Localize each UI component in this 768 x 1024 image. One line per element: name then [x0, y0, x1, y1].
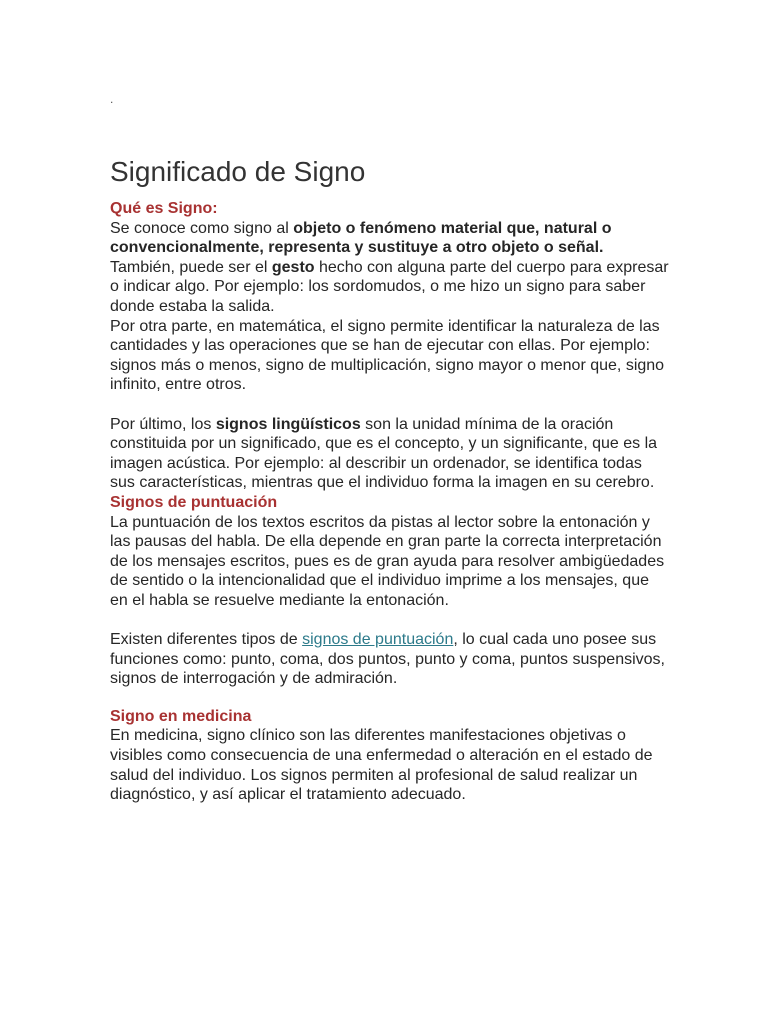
paragraph-linguisticos	[110, 415, 670, 493]
text-fragment: hecho con alguna parte del cuerpo para expresar o indicar algo. Por ejemplo: los sordomudos, o me hizo un signo para saber donde estaba la salida.	[110, 258, 669, 315]
page-marker: .	[110, 92, 114, 106]
heading-signo-en-medicina: Signo en medicina	[110, 707, 252, 725]
text-fragment: Se conoce como signo al	[110, 219, 294, 237]
heading-que-es-signo: Qué es Signo:	[110, 200, 218, 217]
text-fragment: son la unidad mínima de la oración constituida por un significado, que es el concepto, y un significante, que es la imagen acústica. Por ejemplo: al describir un ordenador, se identifica todas sus características, mientras que el individuo forma la imagen en su cerebro.	[110, 415, 658, 492]
paragraph-tipos-puntuacion	[110, 630, 670, 689]
text-fragment: , lo cual cada uno posee sus funciones como: punto, coma, dos puntos, punto y coma, puntos suspensivos, signos de interrogación y de admiración.	[110, 631, 665, 688]
paragraph-matematica: Por otra parte, en matemática, el signo permite identificar la naturaleza de las cantidades y las operaciones que se han de ejecutar con ellas. Por ejemplo: signos más o menos, signo de multiplicación, signo mayor o menor que, signo infinito, entre otros.	[110, 317, 665, 394]
text-fragment: También, puede ser el	[110, 258, 272, 276]
text-fragment: Por último, los	[110, 415, 216, 433]
paragraph-gesto	[110, 258, 670, 317]
paragraph-definicion	[110, 219, 670, 258]
signos-de-puntuacion-link[interactable]: signos de puntuación	[302, 631, 454, 649]
paragraph-puntuacion: La puntuación de los textos escritos da pistas al lector sobre la entonación y las pausas del habla. De ella depende en gran parte la correcta interpretación de los mensajes escritos, pues es de gran ayuda para resolver ambigüedades de sentido o la intencionalidad que el individuo imprime a los mensajes, que en el habla se resuelve mediante la entonación.	[110, 513, 665, 609]
heading-signos-de-puntuacion: Signos de puntuación	[110, 493, 278, 511]
bold-fragment: objeto o fenómeno material que, natural o convencionalmente, representa y sustituye a otro objeto o señal.	[110, 219, 612, 257]
paragraph-medicina: En medicina, signo clínico son las diferentes manifestaciones objetivas o visibles como consecuencia de una enfermedad o alteración en el estado de salud del individuo. Los signos permiten al profesional de salud realizar un diagnóstico, y así aplicar el tratamiento adecuado.	[110, 727, 653, 804]
text-fragment: Existen diferentes tipos de	[110, 631, 303, 649]
bold-fragment: signos lingüísticos	[215, 415, 361, 433]
bold-fragment: gesto	[271, 258, 315, 276]
page-title: Significado de Signo	[110, 156, 366, 187]
document-page	[110, 92, 670, 805]
